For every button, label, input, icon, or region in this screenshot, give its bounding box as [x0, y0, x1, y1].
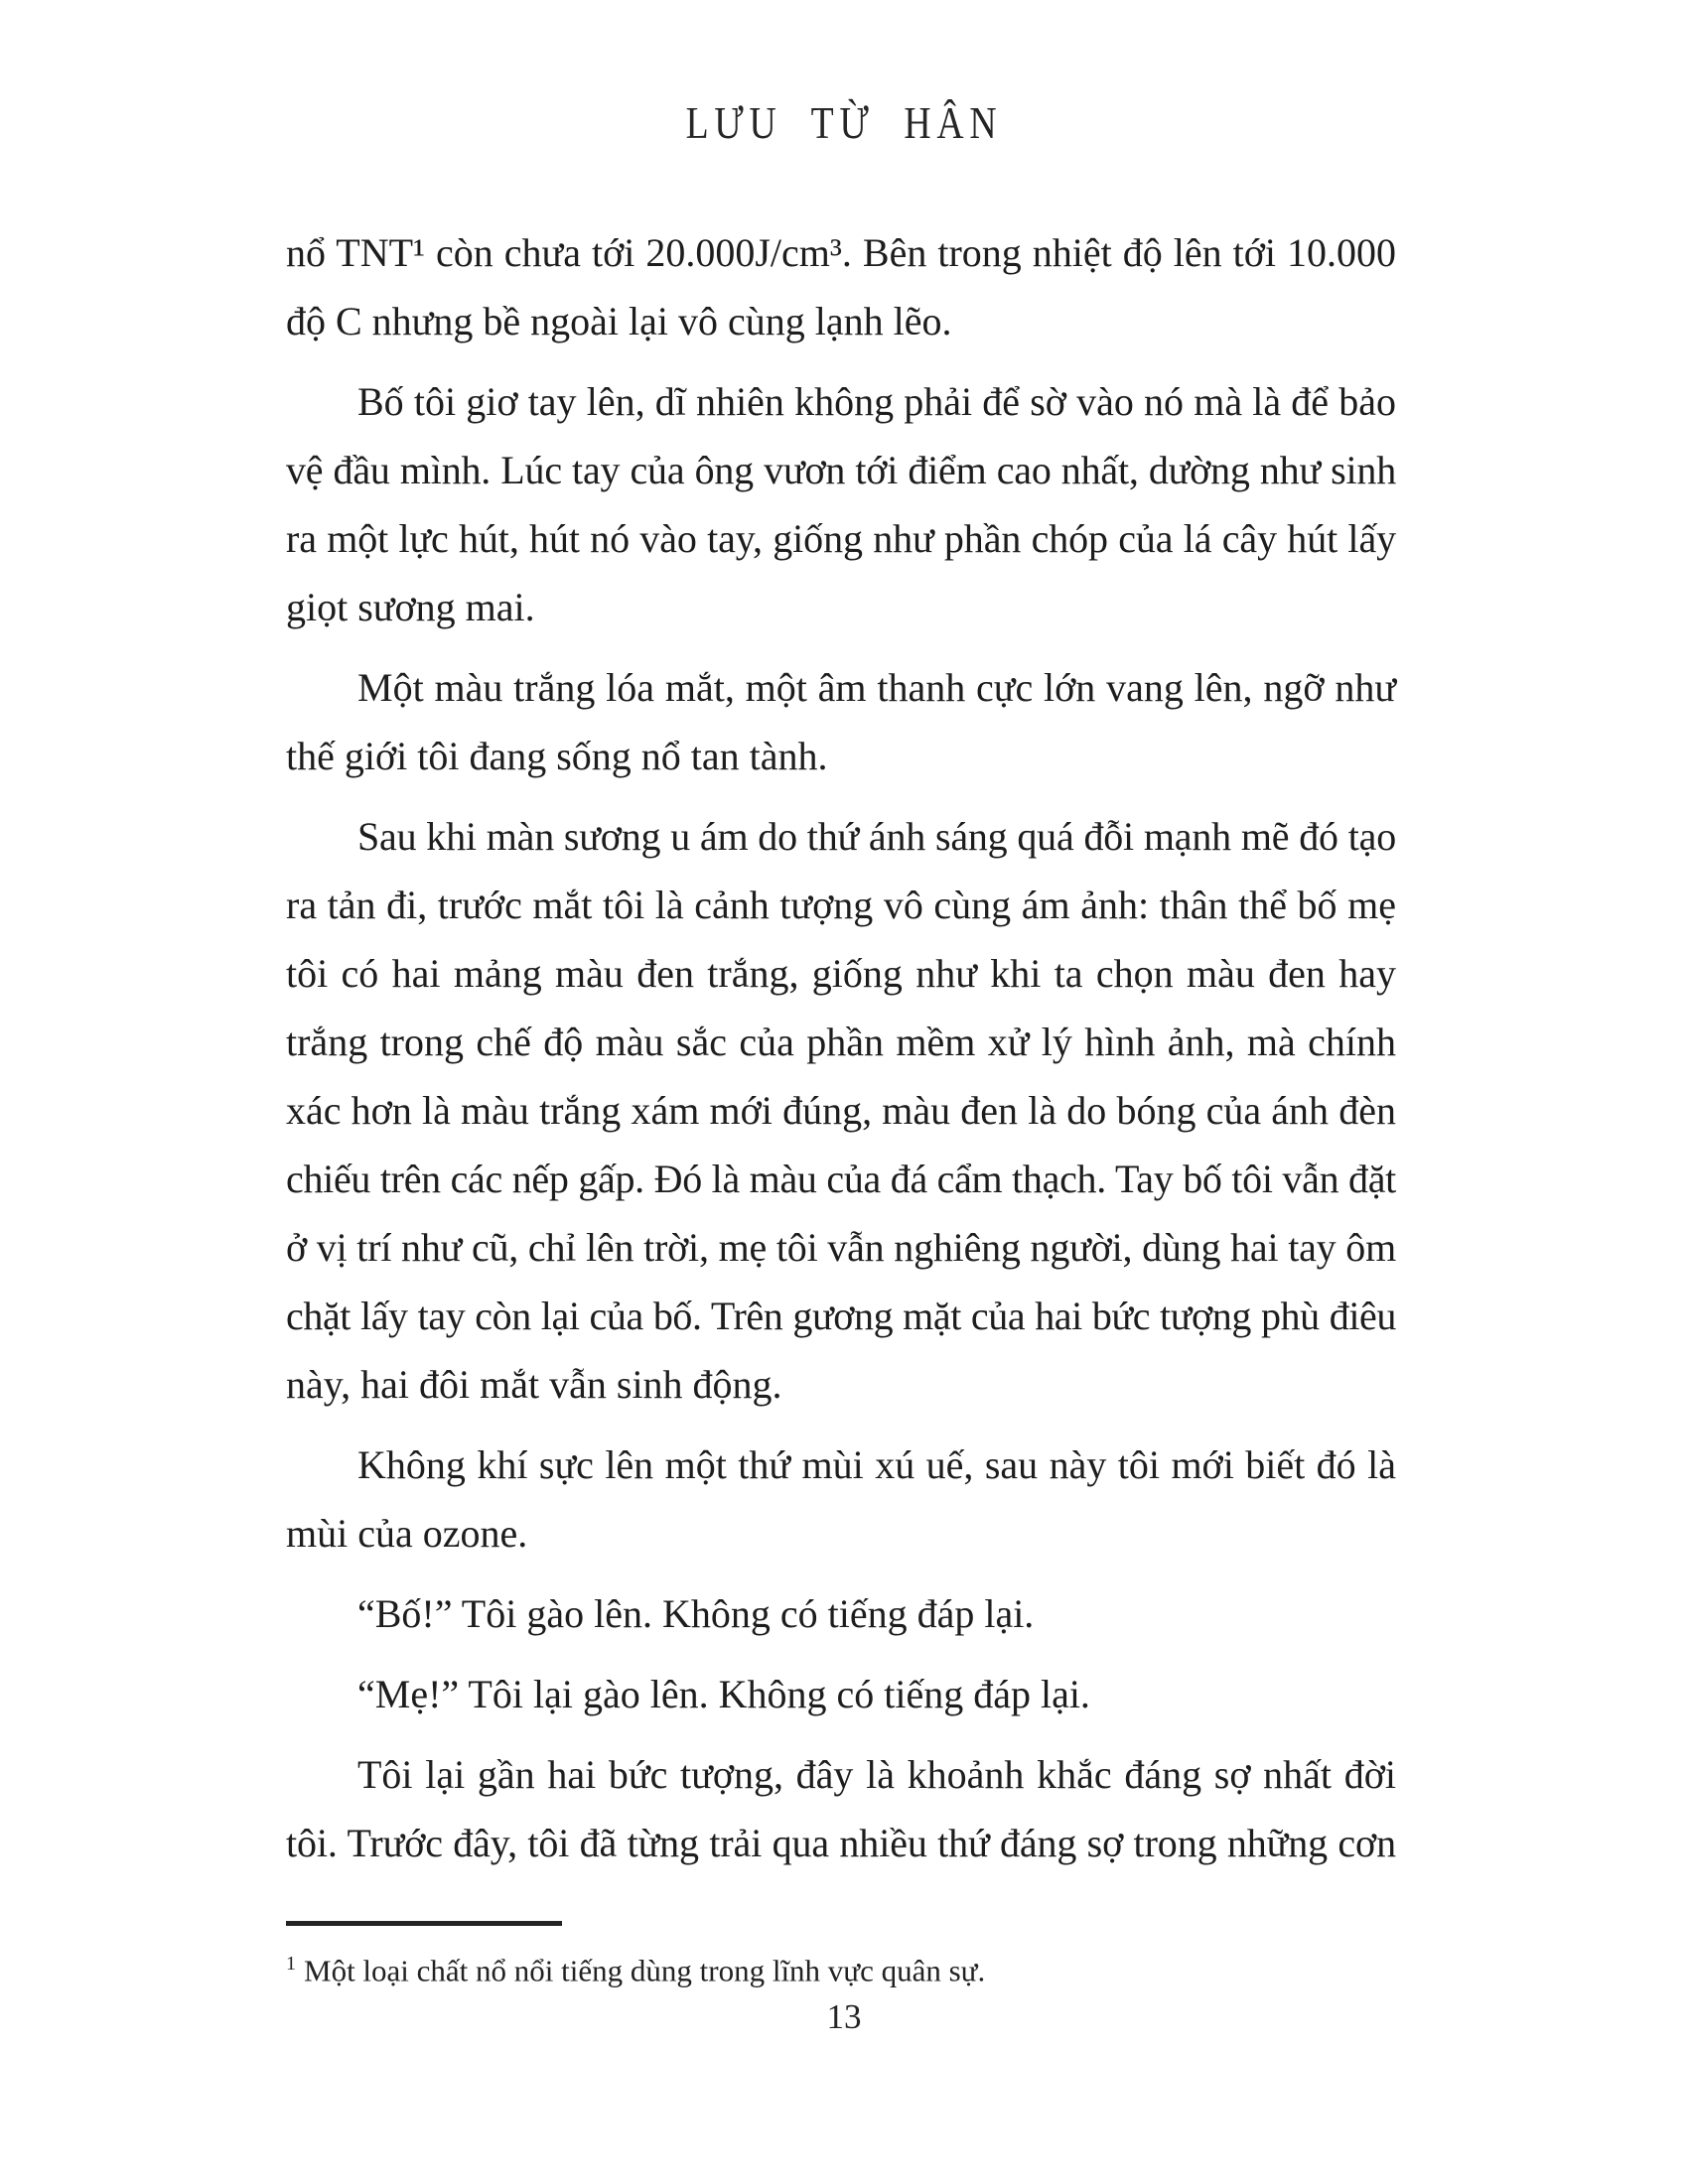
paragraph — [286, 1579, 1396, 1648]
paragraph — [286, 1431, 1396, 1568]
body-text — [286, 218, 1396, 1877]
text-line: Tôi lại gần hai bức tượng, đây là khoảnh khắc đáng sợ nhất đời — [357, 1752, 1396, 1797]
text-line: nổ TNT¹ còn chưa tới 20.000J/cm³. Bên trong nhiệt độ lên tới 10.000 — [286, 230, 1396, 275]
text-line: “Mẹ!” Tôi lại gào lên. Không có tiếng đáp lại. — [357, 1672, 1090, 1716]
running-header-author: LƯU TỪ HÂN — [685, 97, 1003, 148]
paragraph — [286, 218, 1396, 355]
text-line: vệ đầu mình. Lúc tay của ông vươn tới điểm cao nhất, dường như sinh — [286, 448, 1396, 492]
text-line: chiếu trên các nếp gấp. Đó là màu của đá cẩm thạch. Tay bố tôi vẫn đặt — [286, 1157, 1396, 1201]
text-line: ở vị trí như cũ, chỉ lên trời, mẹ tôi vẫn nghiêng người, dùng hai tay ôm — [286, 1225, 1396, 1270]
text-line: xác hơn là màu trắng xám mới đúng, màu đen là do bóng của ánh đèn — [286, 1088, 1396, 1133]
text-line: “Bố!” Tôi gào lên. Không có tiếng đáp lại. — [357, 1591, 1035, 1636]
text-line: Sau khi màn sương u ám do thứ ánh sáng quá đỗi mạnh mẽ đó tạo — [357, 814, 1396, 859]
paragraph — [286, 653, 1396, 790]
paragraph — [286, 1660, 1396, 1728]
text-line: độ C nhưng bề ngoài lại vô cùng lạnh lẽo. — [286, 299, 952, 343]
text-line: Một màu trắng lóa mắt, một âm thanh cực lớn vang lên, ngỡ như — [357, 665, 1396, 710]
footnote — [286, 1944, 1396, 1990]
paragraph — [286, 802, 1396, 1419]
text-line: Không khí sực lên một thứ mùi xú uế, sau này tôi mới biết đó là — [357, 1442, 1396, 1487]
text-line: ra tản đi, trước mắt tôi là cảnh tượng vô cùng ám ảnh: thân thể bố mẹ — [286, 883, 1396, 927]
paragraph — [286, 1740, 1396, 1877]
text-line: thế giới tôi đang sống nổ tan tành. — [286, 734, 828, 778]
footnote-text: Một loại chất nổ nổi tiếng dùng trong lĩnh vực quân sự. — [304, 1953, 986, 1988]
footnote-marker: 1 — [286, 1953, 296, 1975]
text-line: trắng trong chế độ màu sắc của phần mềm xử lý hình ảnh, mà chính — [286, 1020, 1396, 1064]
paragraph — [286, 367, 1396, 641]
page-number: 13 — [826, 1997, 862, 2036]
text-line: tôi. Trước đây, tôi đã từng trải qua nhiều thứ đáng sợ trong những cơn — [286, 1821, 1396, 1865]
text-line: này, hai đôi mắt vẫn sinh động. — [286, 1362, 782, 1407]
text-line: ra một lực hút, hút nó vào tay, giống như phần chóp của lá cây hút lấy — [286, 516, 1396, 561]
text-line: chặt lấy tay còn lại của bố. Trên gương mặt của hai bức tượng phù điêu — [286, 1294, 1396, 1338]
text-line: mùi của ozone. — [286, 1511, 528, 1556]
text-line: giọt sương mai. — [286, 585, 535, 629]
text-line: tôi có hai mảng màu đen trắng, giống như khi ta chọn màu đen hay — [286, 951, 1396, 996]
text-line: Bố tôi giơ tay lên, dĩ nhiên không phải để sờ vào nó mà là để bảo — [357, 379, 1396, 424]
footnote-separator — [286, 1921, 562, 1926]
